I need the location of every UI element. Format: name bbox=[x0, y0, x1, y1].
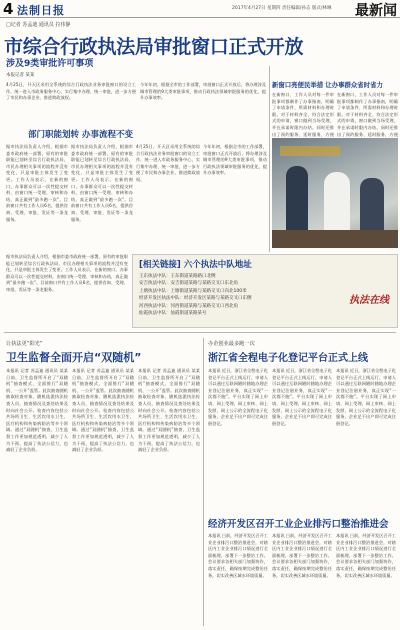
masthead bbox=[0, 0, 400, 18]
reporter-line: 本报记者 某某 bbox=[6, 73, 35, 78]
column-divider bbox=[269, 66, 270, 252]
horizontal-rule bbox=[4, 332, 396, 333]
lower-left-text-col1: 本报讯 记者 苏孟迪 通讯员 某某 日前，卫生监督所开启了“双随机”抽查模式，全面推行“双随机、一公开”监管。此次抽查随机抽取检查对象、随机选派执法检查人员，抽查情况及查处结果及时向社会公开。检查内容包括公共场所卫生、生活饮用水卫生、医疗机构和传染病防治等多个领域。通过“双随机”抽查，卫生监督工作更加规范透明，减少了人为干预，提高了执法公信力，也减轻了企业负担。 bbox=[6, 368, 68, 453]
section1-text-col1: 据市执法局负责人介绍，根据市委市政府统一部署，原有的审批职能已划转至综合行政执法局，市民办理相关事项的流程并没有变化，只是审批主体发生了变更。工作人员表示，在新的窗口，办事群众可以一次性提交材料，由窗口统一受理、审核和办结，真正做到“最多跑一次”。目前窗口共有工作人员6名，提供咨询、受理、审批、发证等一条龙服务。 bbox=[6, 144, 68, 222]
lower-right-text2-col2: 本报讯 日前，经济开发区召开工业企业排污口整治推进会，对辖区内工业企业排污口情况进行全面梳理，部署下一步整治工作。会议要求各相关部门加强协作，落实责任，确保按期完成整治任务，切实改善区域水环境质量。 bbox=[272, 533, 332, 578]
main-headline: 市综合行政执法局审批窗口正式开放 bbox=[4, 36, 304, 58]
lead-paragraph-1: 4月25日，开天区采用全系统的综合行政执法业务审批窗口的设立工作，统一进入市政务服务中心，实行集中办理、统一审批，进一步方便了市民和办事企业，推进简政放权。 bbox=[6, 82, 136, 101]
related-links-title: [相关链接] 六个执法中队地址 bbox=[139, 260, 252, 270]
news-photo bbox=[272, 138, 398, 248]
address-line: 安吉执法中队：安吉街道某路与某路交叉口东北角 bbox=[139, 281, 238, 287]
lower-right-headline-2: 经济开发区召开工业企业排污口整治推进会 bbox=[208, 519, 389, 530]
lead-paragraph-2: 今年年初，根据全市的工作部署，审批窗口正式开放后，将办理涉及城市管理的9大类审批事项，推动行政执法领域审批服务的优化，提升办事效率。 bbox=[140, 82, 266, 101]
continued-text: 据市执法局负责人介绍，根据市委市政府统一部署，原有的审批职能已划转至综合行政执法局，市民办理相关事项的流程并没有变化，只是审批主体发生了变更。工作人员表示，在新的窗口，办事群众可以一次性提交材料，由窗口统一受理、审核和办结，真正做到“最多跑一次”。目前窗口共有工作人员6名，提供咨询、受理、审批、发证等一条龙服务。 bbox=[6, 254, 128, 292]
lower-right-text-col1: 本报讯 近日，浙江省全程电子化登记平台正式上线运行，申请人可以通过互联网随时随地办理企业登记注册业务，真正实现“一次都不跑”。平台实现了网上申请、网上受理、网上审核、网上发照、网上公示的全流程电子化服务，企业足不出户即可完成注册登记。 bbox=[208, 368, 268, 426]
right-story-text-1: 在新窗口，工作人员对每一件审批事项都制作了办事指南，明确了申请条件、所需材料和办理时限。对于材料齐全、符合法定形式的申请，窗口做到当场受理，并在承诺时限内办结。同时还推出了预约服务、延时服务，方便 bbox=[272, 92, 334, 137]
column-stamp: 执法在线 bbox=[349, 295, 389, 306]
page-number: 4 bbox=[3, 0, 14, 18]
lower-left-headline: 卫生监督全面开启“双随机” bbox=[6, 351, 142, 364]
section1-text-col4: 今年年初，根据全市的工作部署，审批窗口正式开放后，将办理涉及城市管理的9大类审批事项，推动行政执法领域审批服务的优化，提升办事效率。 bbox=[203, 144, 267, 176]
section1-text-col3: 4月25日，开天区采用全系统的综合行政执法业务审批窗口的设立工作，统一进入市政务服务中心，实行集中办理、统一审批，进一步方便了市民和办事企业，推进简政放权。 bbox=[136, 144, 200, 182]
lower-right-kicker: 办企创业最多跑一次 bbox=[208, 341, 255, 347]
related-links-list bbox=[139, 273, 334, 317]
lower-right-text2-col3: 本报讯 日前，经济开发区召开工业企业排污口整治推进会，对辖区内工业企业排污口情况进行全面梳理，部署下一步整治工作。会议要求各相关部门加强协作，落实责任，确保按期完成整治任务，切实改善区域水环境质量。 bbox=[336, 533, 396, 578]
main-subhead: 涉及9类审批许可事项 bbox=[6, 59, 94, 69]
lower-right-text-col3: 本报讯 近日，浙江省全程电子化登记平台正式上线运行，申请人可以通过互联网随时随地办理企业登记注册业务，真正实现“一次都不跑”。平台实现了网上申请、网上受理、网上审核、网上发照、网上公示的全流程电子化服务，企业足不出户即可完成注册登记。 bbox=[336, 368, 396, 426]
section-name: 最新闻 bbox=[355, 3, 397, 19]
related-links-box bbox=[132, 254, 398, 328]
issue-meta: 2017年4月27日 星期四 责任编辑/孙志 版式/林琳 bbox=[232, 6, 332, 11]
right-story-text-2: 在新窗口，工作人员对每一件审批事项都制作了办事指南，明确了申请条件、所需材料和办理时限。对于材料齐全、符合法定形式的申请，窗口做到当场受理，并在承诺时限内办结。同时还推出了预约服务、延时服务，方便 bbox=[337, 92, 398, 137]
lower-right-text-col2: 本报讯 近日，浙江省全程电子化登记平台正式上线运行，申请人可以通过互联网随时随地办理企业登记注册业务，真正实现“一次都不跑”。平台实现了网上申请、网上受理、网上审核、网上发照、网上公示的全流程电子化服务，企业足不出户即可完成注册登记。 bbox=[272, 368, 332, 426]
column-divider-lower bbox=[203, 338, 204, 626]
newspaper-name: 法制日报 bbox=[17, 4, 65, 17]
lower-right-headline: 浙江省全程电子化登记平台正式上线 bbox=[208, 353, 368, 364]
section-title-1: 部门职能划转 办事流程不变 bbox=[28, 130, 133, 140]
address-line: 经济开发区执法中队：经济开发区某路与某路交叉口东侧 bbox=[139, 296, 252, 302]
address-line: 河西执法中队：河西街道某路与某路交叉口西北角 bbox=[139, 303, 238, 309]
lower-right-text2-col1: 本报讯 日前，经济开发区召开工业企业排污口整治推进会，对辖区内工业企业排污口情况进行全面梳理，部署下一步整治工作。会议要求各相关部门加强协作，落实责任，确保按期完成整治任务，切实改善区域水环境质量。 bbox=[208, 533, 268, 578]
byline: □记者 苏孟迪 通讯员 拉伟静 bbox=[6, 22, 71, 28]
lower-left-kicker: 让执法更“阳光” bbox=[6, 341, 43, 347]
lower-left-text-col3: 本报讯 记者 苏孟迪 通讯员 某某 日前，卫生监督所开启了“双随机”抽查模式，全面推行“双随机、一公开”监管。此次抽查随机抽取检查对象、随机选派执法检查人员，抽查情况及查处结果及时向社会公开。检查内容包括公共场所卫生、生活饮用水卫生、医疗机构和传染病防治等多个领域。通过“双随机”抽查，卫生监督工作更加规范透明，减少了人为干预，提高了执法公信力，也减轻了企业负担。 bbox=[138, 368, 200, 453]
right-section-title: 新窗口亮便民举措 让办事群众省时省力 bbox=[272, 81, 383, 89]
address-line: 仙霞执法中队：仙霞街道某路某号 bbox=[139, 311, 207, 317]
address-line: 上塘执法中队：上塘街道某路与某路交叉口向北100米 bbox=[139, 288, 247, 294]
address-line: 王东执法中队：王东街道某路路口北侧 bbox=[139, 274, 216, 279]
lower-left-text-col2: 本报讯 记者 苏孟迪 通讯员 某某 日前，卫生监督所开启了“双随机”抽查模式，全面推行“双随机、一公开”监管。此次抽查随机抽取检查对象、随机选派执法检查人员，抽查情况及查处结果及时向社会公开。检查内容包括公共场所卫生、生活饮用水卫生、医疗机构和传染病防治等多个领域。通过“双随机”抽查，卫生监督工作更加规范透明，减少了人为干预，提高了执法公信力，也减轻了企业负担。 bbox=[72, 368, 134, 453]
section1-text-col2: 据市执法局负责人介绍，根据市委市政府统一部署，原有的审批职能已划转至综合行政执法局，市民办理相关事项的流程并没有变化，只是审批主体发生了变更。工作人员表示，在新的窗口，办事群众可以一次性提交材料，由窗口统一受理、审核和办结，真正做到“最多跑一次”。目前窗口共有工作人员6名，提供咨询、受理、审批、发证等一条龙服务。 bbox=[71, 144, 133, 222]
